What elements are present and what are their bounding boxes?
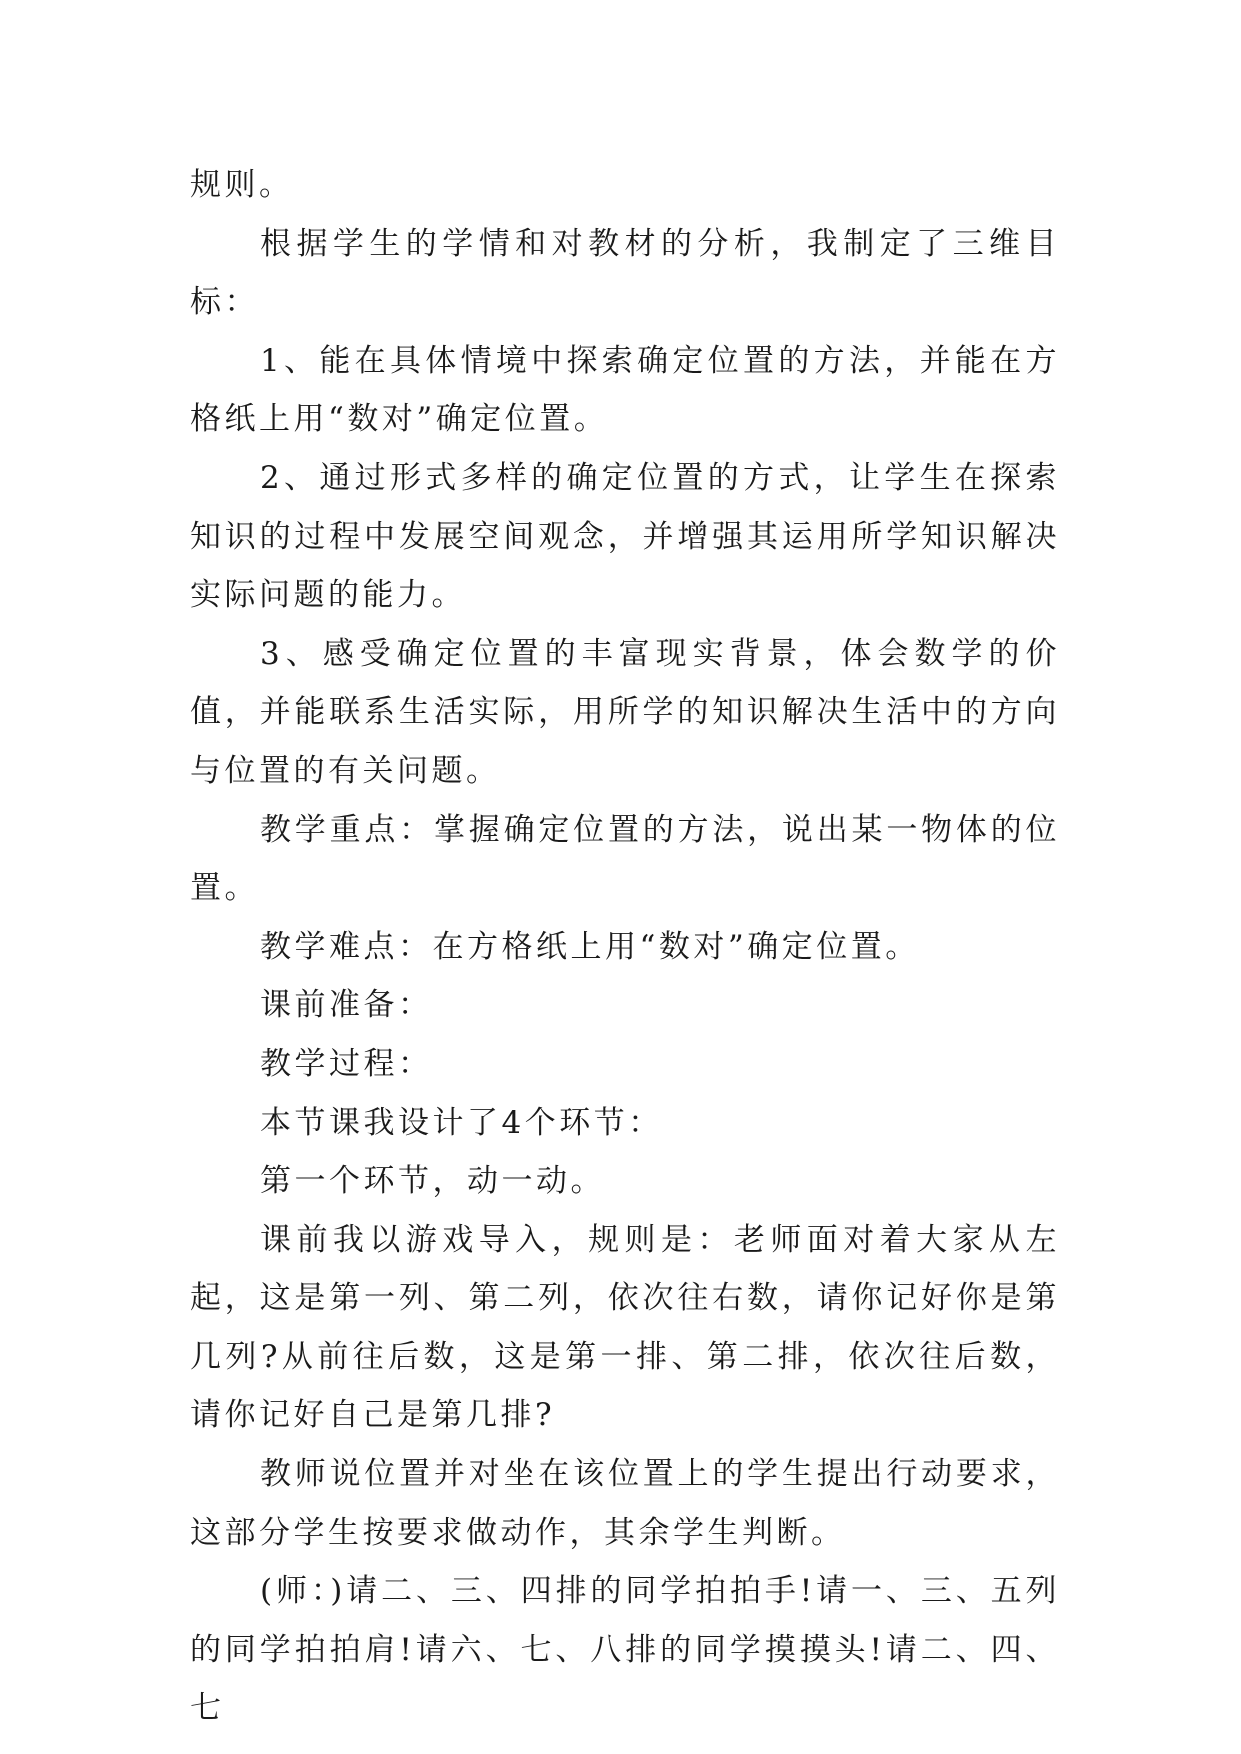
paragraph-objective-1: 1、能在具体情境中探索确定位置的方法，并能在方格纸上用“数对”确定位置。	[190, 342, 1060, 438]
paragraph-preparation: 课前准备：	[260, 987, 433, 1024]
paragraph-teacher-action: 教师说位置并对坐在该位置上的学生提出行动要求，这部分学生按要求做动作，其余学生判断。	[190, 1456, 1060, 1551]
paragraph-game-intro: 课前我以游戏导入，规则是：老师面对着大家从左起，这是第一列、第二列，依次往右数，请你记好你是第几列?从前往后数，这是第一排、第二排，依次往后数，请你记好自己是第几排?	[190, 1221, 1060, 1434]
paragraph-objective-2: 2、通过形式多样的确定位置的方式，让学生在探索知识的过程中发展空间观念，并增强其运用所学知识解决实际问题的能力。	[190, 459, 1060, 614]
paragraph-objective-3: 3、感受确定位置的丰富现实背景，体会数学的价值，并能联系生活实际，用所学的知识解决生活中的方向与位置的有关问题。	[190, 635, 1060, 789]
paragraph-process: 教学过程：	[260, 1045, 433, 1082]
paragraph-teacher-instructions: (师：)请二、三、四排的同学拍拍手!请一、三、五列的同学拍拍肩!请六、七、八排的同学摸摸头!请二、四、七	[190, 1573, 1060, 1727]
paragraph-objectives-intro: 根据学生的学情和对教材的分析，我制定了三维目标：	[190, 225, 1060, 321]
paragraph-key-point: 教学重点：掌握确定位置的方法，说出某一物体的位置。	[190, 811, 1060, 907]
paragraph-difficult-point: 教学难点：在方格纸上用“数对”确定位置。	[260, 928, 920, 965]
document-body	[190, 156, 1060, 1738]
paragraph-segments: 本节课我设计了4个环节：	[260, 1104, 663, 1141]
paragraph-rules-end: 规则。	[190, 167, 294, 203]
paragraph-segment-1: 第一个环节，动一动。	[260, 1163, 605, 1200]
